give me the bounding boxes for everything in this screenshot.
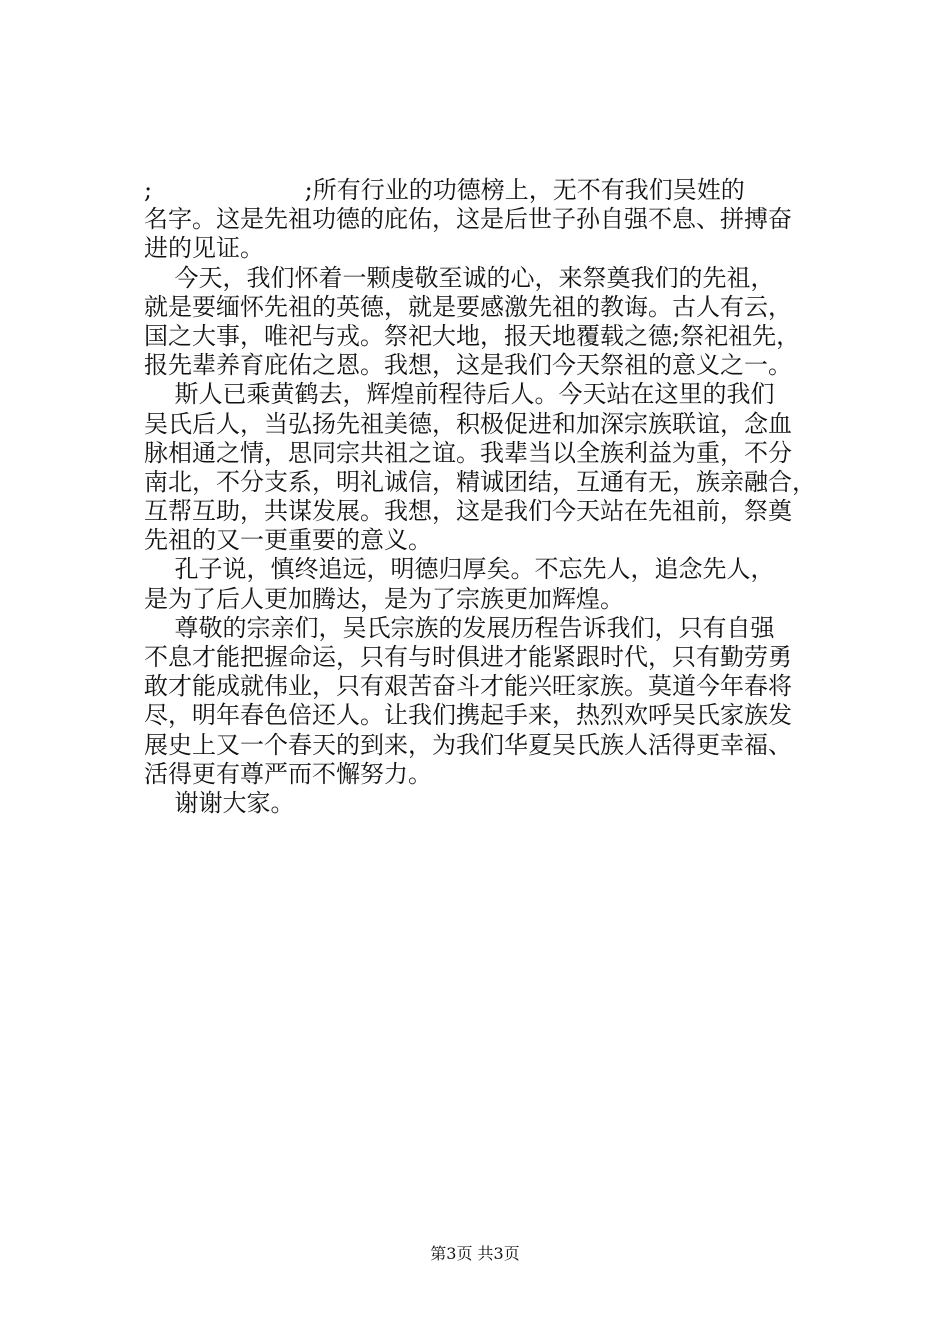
text-line-13: 先祖的又一更重要的意义。 xyxy=(144,526,432,555)
text-line-21: 活得更有尊严而不懈努力。 xyxy=(144,759,432,788)
text-line-14: 孔子说，慎终追远，明德归厚矣。不忘先人，追念先人， xyxy=(144,555,775,584)
text-line-1: ; ;所有行业的功德榜上，无不有我们吴姓的 xyxy=(144,176,745,204)
text-line-10: 脉相通之情，思同宗共祖之谊。我辈当以全族利益为重，不分 xyxy=(144,438,792,467)
text-line-9: 吴氏后人，当弘扬先祖美德，积极促进和加深宗族联谊，念血 xyxy=(144,409,792,438)
page-number-label: 第3页 共3页 xyxy=(430,1244,520,1263)
text-line-5: 就是要缅怀先祖的英德，就是要感激先祖的教诲。古人有云， xyxy=(144,292,792,321)
text-line-20: 展史上又一个春天的到来，为我们华夏吴氏族人活得更幸福、 xyxy=(144,730,792,759)
text-line-19: 尽，明年春色倍还人。让我们携起手来，热烈欢呼吴氏家族发 xyxy=(144,701,792,730)
text-line-7: 报先辈养育庇佑之恩。我想，这是我们今天祭祖的意义之一。 xyxy=(144,351,792,380)
text-line-11: 南北，不分支系，明礼诚信，精诚团结，互通有无，族亲融合， xyxy=(144,467,816,496)
text-line-22: 谢谢大家。 xyxy=(144,788,295,817)
text-line-3: 进的见证。 xyxy=(144,234,264,263)
text-line-8: 斯人已乘黄鹤去，辉煌前程待后人。今天站在这里的我们 xyxy=(144,380,775,409)
text-line-16: 尊敬的宗亲们，吴氏宗族的发展历程告诉我们，只有自强 xyxy=(144,613,775,642)
text-line-18: 敢才能成就伟业，只有艰苦奋斗才能兴旺家族。莫道今年春将 xyxy=(144,672,792,701)
text-line-17: 不息才能把握命运，只有与时俱进才能紧跟时代，只有勤劳勇 xyxy=(144,643,792,671)
text-line-6: 国之大事，唯祀与戎。祭祀大地，报天地覆载之德;祭祀祖先， xyxy=(144,321,801,350)
text-line-4: 今天，我们怀着一颗虔敬至诚的心，来祭奠我们的先祖， xyxy=(144,263,775,292)
text-line-15: 是为了后人更加腾达，是为了宗族更加辉煌。 xyxy=(144,584,624,613)
body-text xyxy=(144,176,834,818)
text-line-12: 互帮互助，共谋发展。我想，这是我们今天站在先祖前，祭奠 xyxy=(144,497,792,526)
text-line-2: 名字。这是先祖功德的庇佑，这是后世子孙自强不息、拼搏奋 xyxy=(144,205,792,234)
page-footer xyxy=(0,1244,950,1264)
